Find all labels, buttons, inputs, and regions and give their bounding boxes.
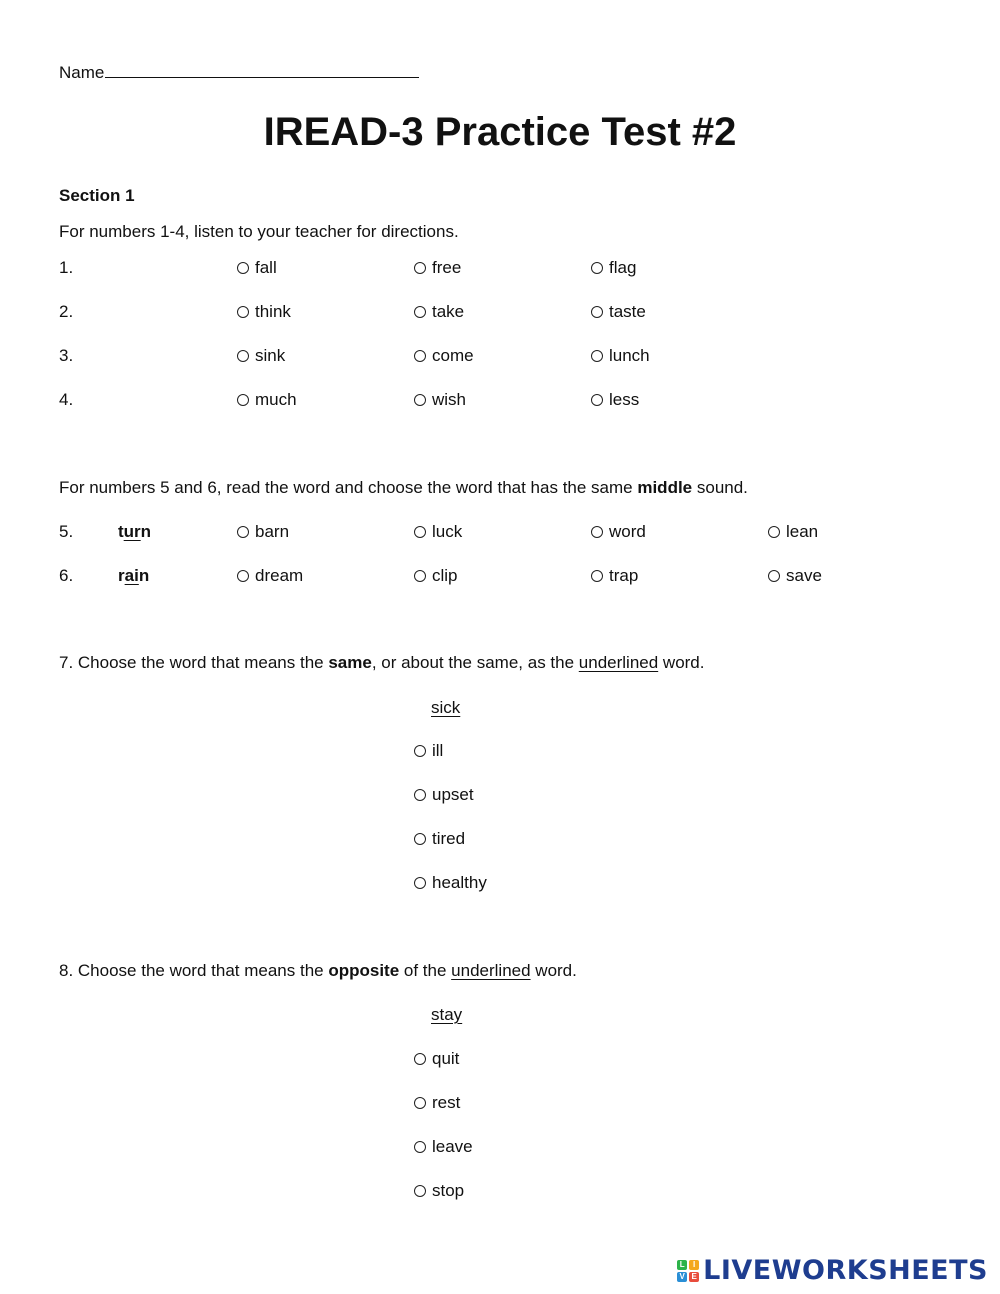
target-word	[118, 566, 149, 586]
option-label: less	[609, 390, 640, 409]
logo-letter: I	[689, 1260, 699, 1270]
word-part-underlined: ur	[123, 522, 141, 541]
question-prompt	[59, 653, 704, 673]
option-q1-b[interactable]	[414, 258, 461, 278]
option-label: free	[432, 258, 462, 277]
option-q5-d[interactable]	[768, 522, 818, 542]
option-q5-c[interactable]	[591, 522, 646, 542]
option-q1-c[interactable]	[591, 258, 636, 278]
radio-circle-icon[interactable]	[591, 350, 603, 362]
option-q3-b[interactable]	[414, 346, 474, 366]
directions-text: sound.	[692, 478, 748, 497]
logo-letter: L	[677, 1260, 687, 1270]
option-q5-a[interactable]	[237, 522, 289, 542]
option-label: quit	[432, 1049, 460, 1068]
radio-circle-icon[interactable]	[414, 745, 426, 757]
option-label: lunch	[609, 346, 650, 365]
question-number: 3.	[59, 346, 74, 365]
option-q7-c[interactable]	[414, 829, 465, 849]
option-q4-b[interactable]	[414, 390, 466, 410]
radio-circle-icon[interactable]	[414, 1053, 426, 1065]
radio-circle-icon[interactable]	[237, 570, 249, 582]
option-label: trap	[609, 566, 639, 585]
option-label: dream	[255, 566, 304, 585]
directions-text: For numbers 5 and 6, read the word and choose the word that has the same	[59, 478, 638, 497]
radio-circle-icon[interactable]	[591, 262, 603, 274]
prompt-text: , or about the same, as the	[371, 653, 579, 672]
option-q6-d[interactable]	[768, 566, 822, 586]
radio-circle-icon[interactable]	[591, 570, 603, 582]
word-part: n	[138, 566, 150, 585]
radio-circle-icon[interactable]	[414, 394, 426, 406]
radio-circle-icon[interactable]	[414, 1185, 426, 1197]
name-blank-line[interactable]	[105, 61, 419, 78]
directions-5-6	[59, 478, 748, 498]
radio-circle-icon[interactable]	[237, 350, 249, 362]
question-number: 6.	[59, 566, 74, 585]
radio-circle-icon[interactable]	[414, 350, 426, 362]
prompt-underlined: underlined	[578, 653, 659, 672]
name-field[interactable]	[59, 61, 419, 83]
option-label: rest	[432, 1093, 461, 1112]
option-label: flag	[609, 258, 637, 277]
word-part: t	[118, 522, 124, 541]
radio-circle-icon[interactable]	[768, 526, 780, 538]
radio-circle-icon[interactable]	[414, 1141, 426, 1153]
option-q6-c[interactable]	[591, 566, 638, 586]
option-q4-a[interactable]	[237, 390, 297, 410]
liveworksheets-logo	[677, 1255, 988, 1286]
radio-circle-icon[interactable]	[237, 526, 249, 538]
option-label: save	[786, 566, 822, 585]
option-q7-b[interactable]	[414, 785, 474, 805]
radio-circle-icon[interactable]	[414, 570, 426, 582]
radio-circle-icon[interactable]	[591, 526, 603, 538]
prompt-text: of the	[399, 961, 452, 980]
radio-circle-icon[interactable]	[414, 789, 426, 801]
radio-circle-icon[interactable]	[237, 306, 249, 318]
option-q3-c[interactable]	[591, 346, 650, 366]
radio-circle-icon[interactable]	[591, 394, 603, 406]
option-label: wish	[432, 390, 467, 409]
option-q1-a[interactable]	[237, 258, 277, 278]
option-label: upset	[432, 785, 474, 804]
option-q7-d[interactable]	[414, 873, 487, 893]
directions-emphasis: middle	[637, 478, 693, 497]
option-label: tired	[432, 829, 466, 848]
option-q8-d[interactable]	[414, 1181, 464, 1201]
logo-letter: E	[689, 1272, 699, 1282]
option-label: sink	[255, 346, 286, 365]
prompt-text: word.	[658, 653, 705, 672]
option-q6-b[interactable]	[414, 566, 458, 586]
option-q2-c[interactable]	[591, 302, 646, 322]
radio-circle-icon[interactable]	[768, 570, 780, 582]
directions-1-4: For numbers 1-4, listen to your teacher for directions.	[59, 222, 459, 241]
option-label: word	[609, 522, 646, 541]
option-q8-c[interactable]	[414, 1137, 473, 1157]
radio-circle-icon[interactable]	[591, 306, 603, 318]
option-label: barn	[255, 522, 290, 541]
option-label: think	[255, 302, 291, 321]
option-q8-b[interactable]	[414, 1093, 460, 1113]
word-part-underlined: ai	[124, 566, 139, 585]
prompt-emphasis: same	[328, 653, 372, 672]
target-word: stay	[431, 1005, 463, 1024]
option-label: much	[255, 390, 297, 409]
option-label: lean	[786, 522, 819, 541]
option-q7-a[interactable]	[414, 741, 443, 761]
radio-circle-icon[interactable]	[414, 1097, 426, 1109]
question-number: 4.	[59, 390, 74, 409]
question-number: 1.	[59, 258, 74, 277]
option-label: come	[432, 346, 474, 365]
option-label: healthy	[432, 873, 487, 892]
option-label: taste	[609, 302, 646, 321]
option-q5-b[interactable]	[414, 522, 462, 542]
radio-circle-icon[interactable]	[414, 526, 426, 538]
radio-circle-icon[interactable]	[414, 833, 426, 845]
option-label: take	[432, 302, 465, 321]
option-q4-c[interactable]	[591, 390, 639, 410]
option-label: luck	[432, 522, 463, 541]
target-word	[118, 522, 151, 542]
radio-circle-icon[interactable]	[414, 306, 426, 318]
prompt-text: 7. Choose the word that means the	[59, 653, 329, 672]
question-number: 5.	[59, 522, 74, 541]
prompt-text: word.	[530, 961, 577, 980]
option-label: ill	[432, 741, 444, 760]
logo-letter: V	[677, 1272, 687, 1282]
option-label: clip	[432, 566, 458, 585]
question-number: 2.	[59, 302, 74, 321]
option-q2-a[interactable]	[237, 302, 291, 322]
name-label: Name	[59, 63, 105, 82]
radio-circle-icon[interactable]	[237, 262, 249, 274]
option-q6-a[interactable]	[237, 566, 303, 586]
prompt-underlined: underlined	[451, 961, 531, 980]
option-label: stop	[432, 1181, 465, 1200]
radio-circle-icon[interactable]	[237, 394, 249, 406]
option-q3-a[interactable]	[237, 346, 285, 366]
radio-circle-icon[interactable]	[414, 262, 426, 274]
option-label: fall	[255, 258, 277, 277]
prompt-emphasis: opposite	[328, 961, 400, 980]
option-q2-b[interactable]	[414, 302, 464, 322]
liveworksheets-logo-icon	[677, 1260, 699, 1282]
word-part: n	[140, 522, 152, 541]
target-word: sick	[431, 698, 461, 717]
question-prompt	[59, 961, 577, 981]
prompt-text: 8. Choose the word that means the	[59, 961, 329, 980]
option-q8-a[interactable]	[414, 1049, 459, 1069]
section-heading: Section 1	[59, 186, 135, 205]
word-part: r	[118, 566, 125, 585]
page-title: IREAD-3 Practice Test #2	[263, 110, 737, 154]
logo-text: LIVEWORKSHEETS	[703, 1255, 988, 1286]
option-label: leave	[432, 1137, 473, 1156]
radio-circle-icon[interactable]	[414, 877, 426, 889]
